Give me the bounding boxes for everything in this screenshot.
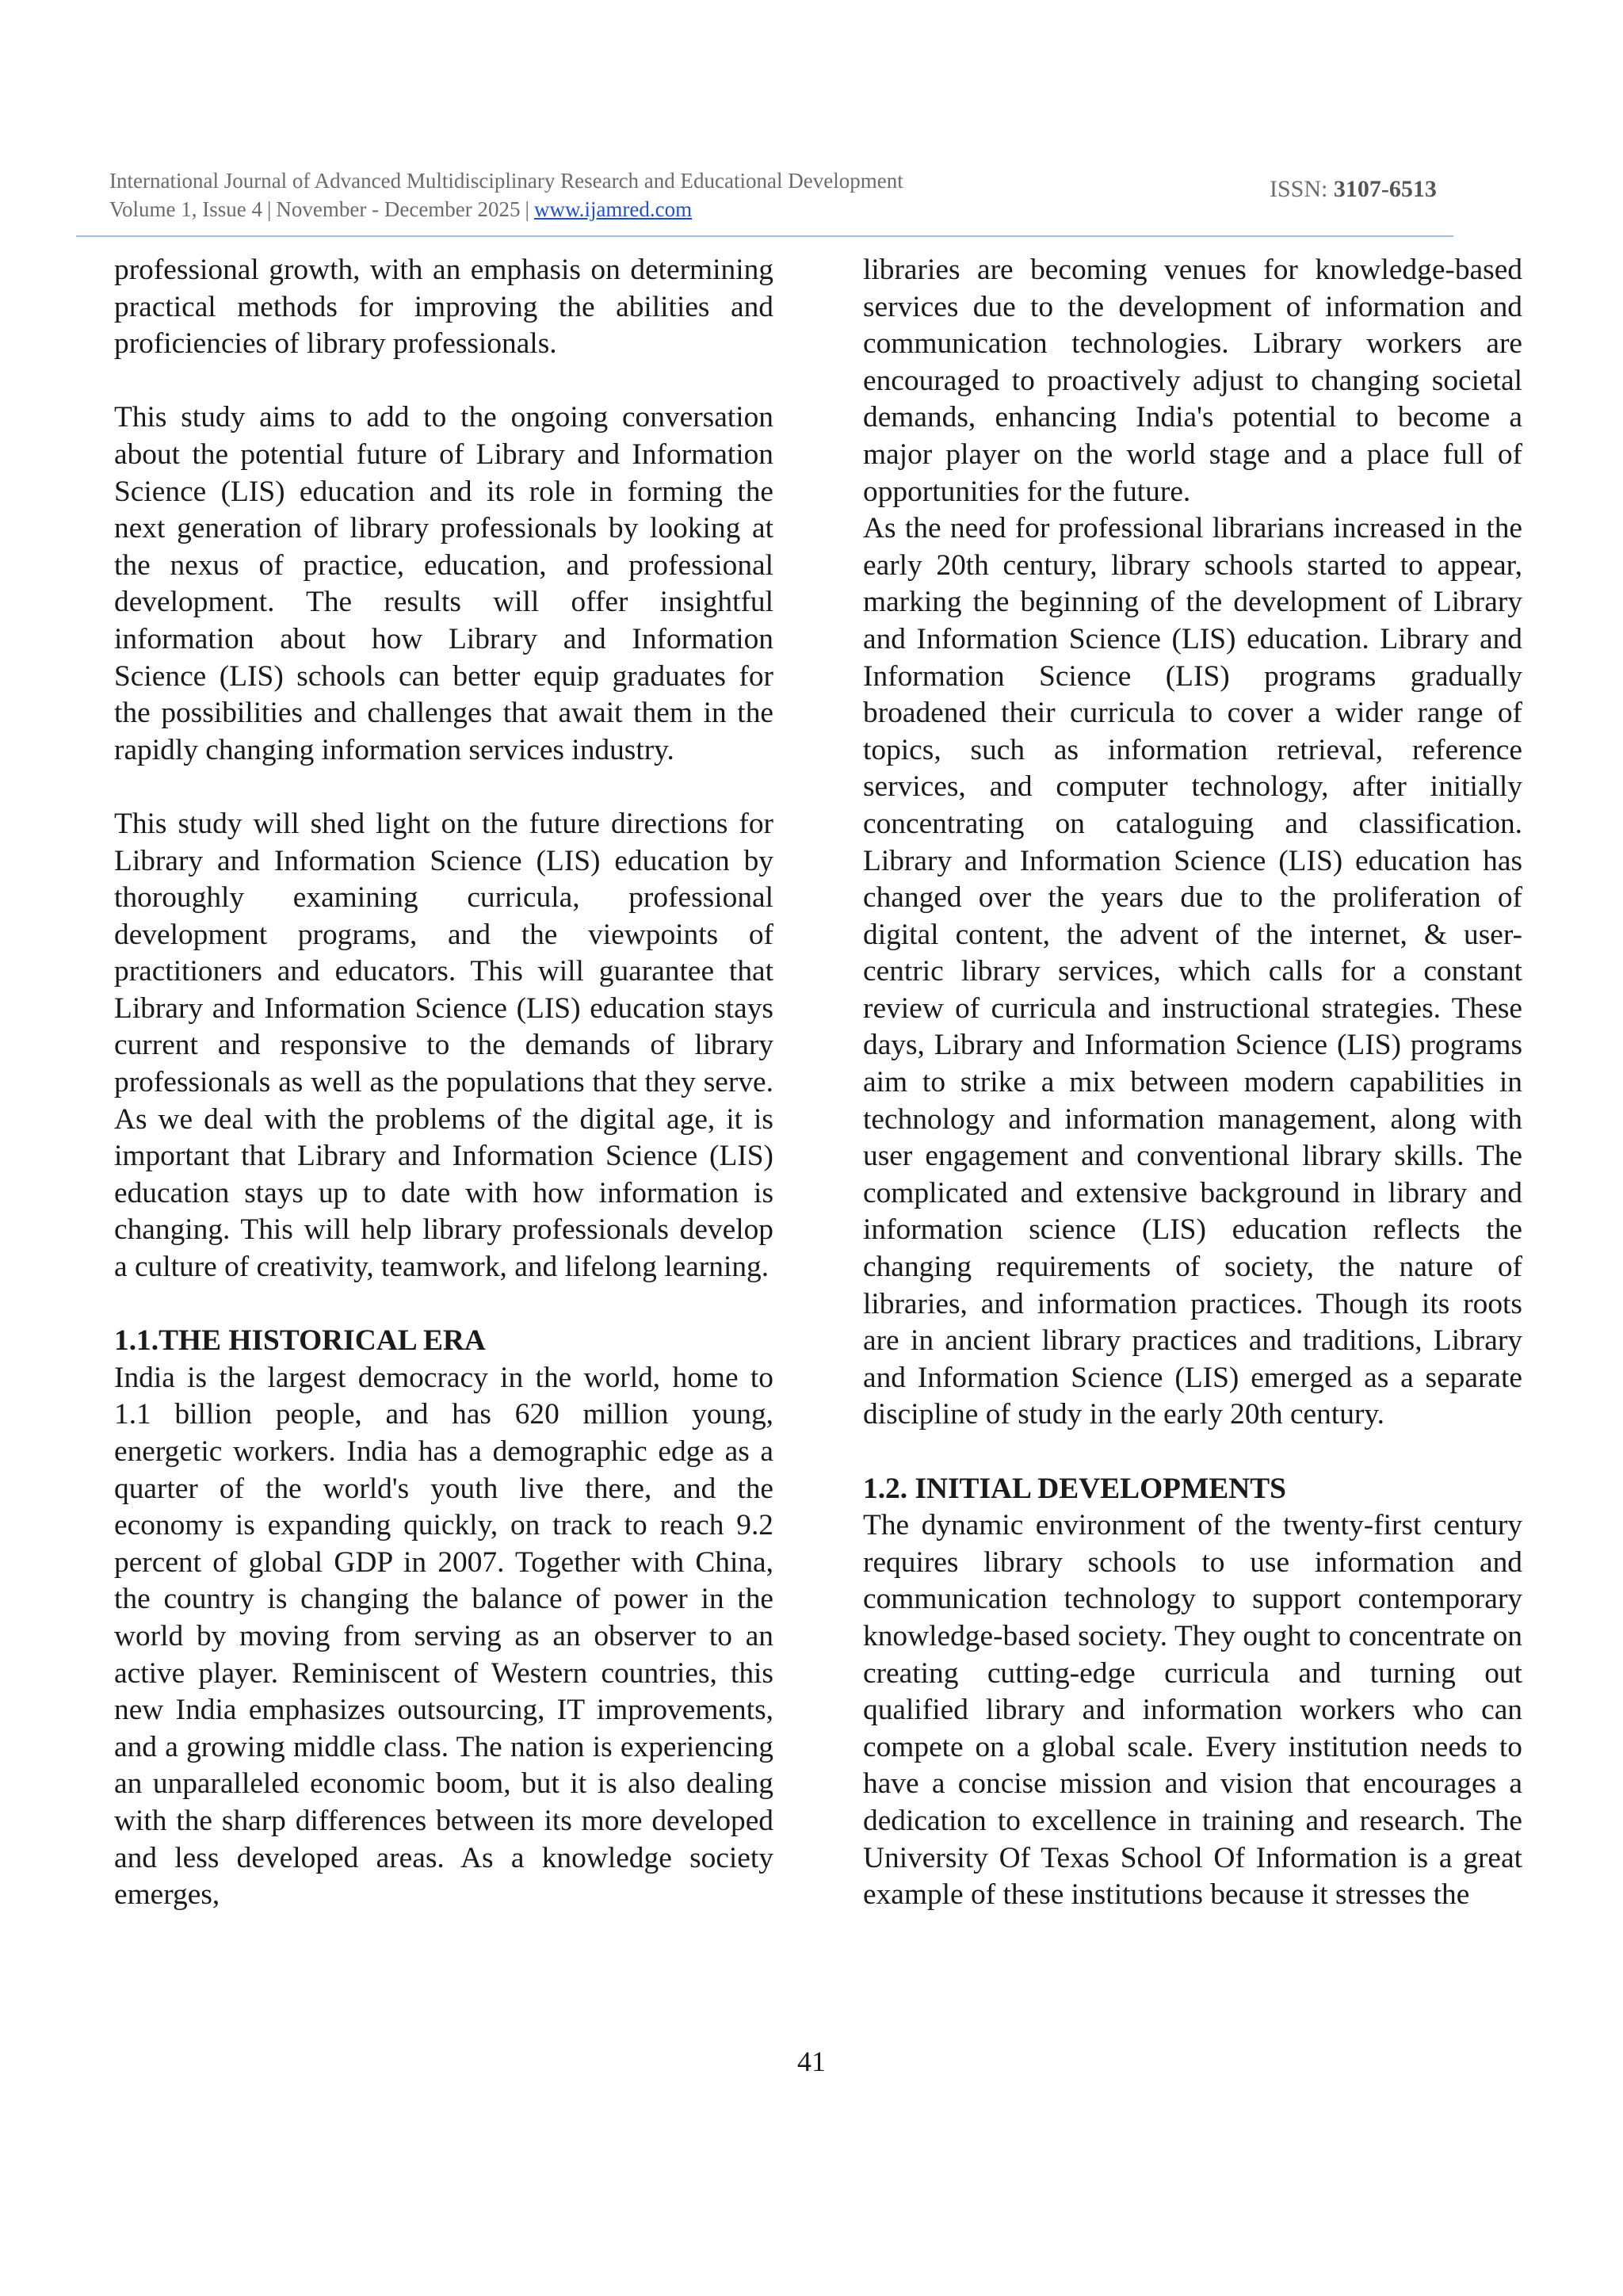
issue-period: November - December 2025 [276,197,521,221]
journal-issue-line: Volume 1, Issue 4 | November - December 2025 | www.ijamred.com [109,197,693,221]
paragraph: India is the largest democracy in the world, home to 1.1 billion people, and has 620 million young, energetic workers. India has a demographic edge as a quarter of the world's youth live there, and the economy is expanding quickly, on track to reach 9.2 percent of global GDP in 2007. Together with China, the country is changing the balance of power in the world by moving from serving as an observer to an active player. Reminiscent of Western countries, this new India emphasizes outsourcing, IT improvements, and a growing middle class. The nation is experiencing an unparalleled economic boom, but it is also dealing with the sharp differences between its more developed and less developed areas. As a knowledge society emerges, [114,1361,773,1912]
paragraph: As the need for professional librarians increased in the early 20th century, library schools started to appear, marking the beginning of the development of Library and Information Science (LIS) education. Library and Information Science (LIS) programs gradually broadened their curricula to cover a wider range of topics, such as information retrieval, reference services, and computer technology, after initially concentrating on cataloguing and classification. Library and Information Science (LIS) education has changed over the years due to the proliferation of digital content, the advent of the internet, & user-centric library services, which calls for a constant review of curricula and instructional strategies. These days, Library and Information Science (LIS) programs aim to strike a mix between modern capabilities in technology and information management, along with user engagement and conventional library skills. The complicated and extensive background in library and information science (LIS) education reflects the changing requirements of society, the nature of libraries, and information practices. Though its roots are in ancient library practices and traditions, Library and Information Science (LIS) emerged as a separate discipline of study in the early 20th century. [863,512,1522,1431]
paragraph: This study aims to add to the ongoing conversation about the potential future of Library and Information Science (LIS) education and its role in forming the next generation of library professionals by looking at the nexus of practice, education, and professional development. The results will offer insightful information about how Library and Information Science (LIS) schools can better equip graduates for the possibilities and challenges that await them in the rapidly changing information services industry. [114,401,773,766]
paragraph: This study will shed light on the future directions for Library and Information Science (LIS) education by thoroughly examining curricula, professional development programs, and the viewpoints of practitioners and educators. This will guarantee that Library and Information Science (LIS) education stays current and responsive to the demands of library professionals as well as the populations that they serve. As we deal with the problems of the digital age, it is important that Library and Information Science (LIS) education stays up to date with how information is changing. This will help library professionals develop a culture of creativity, teamwork, and lifelong learning. [114,807,773,1284]
left-column [114,252,773,1914]
journal-title: International Journal of Advanced Multidisciplinary Research and Educational Development [109,169,903,193]
page-number: 41 [797,2046,826,2077]
right-column [863,252,1522,1914]
issn [1270,176,1437,203]
header-divider [76,235,1453,237]
paragraph: professional growth, with an emphasis on determining practical methods for improving the abilities and proficiencies of library professionals. [114,254,773,361]
paragraph: libraries are becoming venues for knowledge-based services due to the development of information and communication technologies. Library workers are encouraged to proactively adjust to changing societal demands, enhancing India's potential to become a major player on the world stage and a place full of opportunities for the future. [863,254,1522,508]
section-heading-historical-era: 1.1.THE HISTORICAL ERA [114,1324,486,1358]
issn-value: 3107-6513 [1333,176,1437,202]
journal-website-link[interactable]: www.ijamred.com [533,197,693,221]
paragraph: The dynamic environment of the twenty-first century requires library schools to use information and communication technology to support contemporary knowledge-based society. They ought to concentrate on creating cutting-edge curricula and turning out qualified library and information workers who can compete on a global scale. Every institution needs to have a concise mission and vision that encourages a dedication to excellence in training and research. The University Of Texas School Of Information is a great example of these institutions because it stresses the [863,1509,1522,1912]
section-heading-initial-developments: 1.2. INITIAL DEVELOPMENTS [863,1472,1286,1505]
volume-issue: Volume 1, Issue 4 [109,197,262,221]
issn-label: ISSN: [1270,176,1328,202]
running-header [109,166,1457,238]
